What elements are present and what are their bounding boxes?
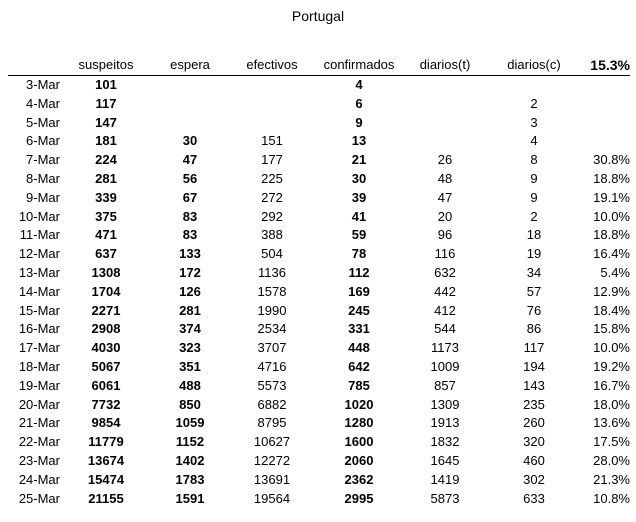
- table-row: [8, 320, 630, 339]
- cell-espera: 126: [179, 283, 201, 299]
- header-row: [8, 55, 630, 76]
- table-row: [8, 490, 630, 509]
- cell-date: 11-Mar: [19, 227, 60, 243]
- cell-espera: 1591: [175, 490, 205, 506]
- data-table: [8, 55, 630, 508]
- cell-diarios-c: 2: [530, 208, 538, 224]
- cell-diarios-t: 632: [434, 264, 456, 280]
- cell-suspeitos: 471: [95, 227, 117, 243]
- cell-confirmados: 78: [351, 246, 367, 262]
- cell-diarios-c: [488, 76, 580, 95]
- cell-date: 21-Mar: [18, 415, 60, 431]
- cell-espera: 47: [182, 152, 198, 168]
- cell-suspeitos: 2908: [91, 321, 121, 337]
- cell-diarios-c: 633: [523, 490, 545, 506]
- cell-confirmados: 30: [351, 170, 367, 186]
- cell-suspeitos: 13674: [87, 452, 125, 468]
- cell-pct: [580, 114, 630, 133]
- cell-diarios-c: 143: [523, 377, 545, 393]
- cell-confirmados: 331: [348, 321, 370, 337]
- table-row: [8, 132, 630, 151]
- cell-suspeitos: 5067: [91, 358, 121, 374]
- cell-date: 23-Mar: [18, 452, 60, 468]
- cell-espera: 488: [179, 377, 201, 393]
- cell-confirmados: 41: [351, 208, 367, 224]
- cell-confirmados: 169: [348, 283, 370, 299]
- cell-efectivos: 3707: [257, 340, 287, 356]
- cell-confirmados: 1600: [344, 434, 374, 450]
- cell-suspeitos: 224: [95, 152, 117, 168]
- cell-diarios-c: 76: [526, 302, 542, 318]
- table-row: [8, 95, 630, 114]
- cell-diarios-t: 47: [437, 189, 453, 205]
- cell-diarios-c: 9: [530, 189, 538, 205]
- cell-suspeitos: 637: [95, 246, 117, 262]
- table-row: [8, 471, 630, 490]
- cell-efectivos: 5573: [257, 377, 287, 393]
- cell-date: 17-Mar: [18, 340, 60, 356]
- cell-pct: 21.3%: [593, 471, 630, 487]
- cell-efectivos: 2534: [257, 321, 287, 337]
- cell-date: 7-Mar: [26, 152, 60, 168]
- cell-suspeitos: 7732: [91, 396, 121, 412]
- cell-diarios-c: 260: [523, 415, 545, 431]
- cell-date: 3-Mar: [26, 77, 60, 92]
- cell-espera: 172: [179, 264, 201, 280]
- cell-pct: 18.0%: [593, 396, 630, 412]
- cell-confirmados: 39: [351, 189, 367, 205]
- cell-date: 12-Mar: [18, 246, 60, 262]
- cell-confirmados: 785: [348, 377, 370, 393]
- cell-espera: 323: [179, 340, 201, 356]
- cell-date: 24-Mar: [18, 471, 60, 487]
- cell-efectivos: 19564: [253, 490, 291, 506]
- cell-efectivos: 1578: [257, 283, 287, 299]
- table-row: [8, 151, 630, 170]
- cell-efectivos: 292: [261, 208, 283, 224]
- cell-suspeitos: 4030: [91, 340, 121, 356]
- table-row: [8, 208, 630, 227]
- cell-diarios-c: 117: [523, 340, 545, 356]
- cell-diarios-c: 302: [523, 471, 545, 487]
- cell-espera: [152, 76, 228, 95]
- cell-pct: 19.2%: [593, 358, 630, 374]
- cell-suspeitos: 21155: [88, 490, 124, 506]
- cell-pct: 18.4%: [593, 302, 630, 318]
- cell-diarios-c: 86: [526, 321, 542, 337]
- cell-suspeitos: 117: [95, 95, 117, 111]
- cell-diarios-t: 857: [434, 377, 456, 393]
- cell-confirmados: 13: [351, 133, 367, 149]
- cell-date: 16-Mar: [18, 321, 60, 337]
- cell-efectivos: 6882: [257, 396, 287, 412]
- cell-suspeitos: 101: [95, 77, 117, 92]
- cell-pct: 19.1%: [593, 189, 630, 205]
- cell-date: 9-Mar: [26, 189, 60, 205]
- table-row: [8, 76, 630, 95]
- cell-confirmados: 1280: [344, 415, 374, 431]
- cell-suspeitos: 339: [95, 189, 117, 205]
- cell-espera: 133: [179, 246, 201, 262]
- header-espera: espera: [152, 55, 228, 76]
- cell-espera: 850: [179, 396, 201, 412]
- cell-pct: 15.8%: [593, 321, 630, 337]
- cell-diarios-c: 9: [530, 170, 538, 186]
- cell-suspeitos: 9854: [91, 415, 121, 431]
- cell-diarios-t: 412: [434, 302, 456, 318]
- header-diarios-c: diarios(c): [488, 55, 580, 76]
- cell-diarios-t: 1009: [430, 358, 460, 374]
- cell-pct: 17.5%: [593, 434, 630, 450]
- table-row: [8, 114, 630, 133]
- cell-efectivos: 1136: [258, 264, 286, 280]
- cell-confirmados: 59: [351, 227, 367, 243]
- cell-diarios-t: [402, 132, 488, 151]
- cell-diarios-t: 1309: [430, 396, 460, 412]
- header-confirmados: confirmados: [316, 55, 402, 76]
- cell-diarios-t: [402, 114, 488, 133]
- cell-pct: [580, 132, 630, 151]
- cell-date: 22-Mar: [18, 434, 60, 450]
- cell-confirmados: 448: [348, 340, 370, 356]
- cell-date: 18-Mar: [18, 358, 60, 374]
- cell-diarios-t: 116: [434, 246, 456, 262]
- cell-confirmados: 9: [355, 114, 363, 130]
- cell-date: 15-Mar: [18, 302, 60, 318]
- cell-pct: 18.8%: [593, 170, 630, 186]
- cell-espera: 83: [182, 208, 198, 224]
- table-row: [8, 452, 630, 471]
- cell-date: 19-Mar: [18, 377, 60, 393]
- cell-pct: [580, 76, 630, 95]
- cell-diarios-c: 2: [530, 95, 538, 111]
- cell-efectivos: [228, 95, 316, 114]
- cell-confirmados: 6: [355, 95, 363, 111]
- cell-diarios-c: 460: [523, 452, 545, 468]
- cell-diarios-t: 1645: [430, 452, 460, 468]
- cell-pct: 10.8%: [593, 490, 630, 506]
- cell-efectivos: 504: [261, 246, 283, 262]
- cell-diarios-c: 4: [530, 133, 538, 149]
- table-row: [8, 377, 630, 396]
- table-row: [8, 358, 630, 377]
- header-diarios-t: diarios(t): [402, 55, 488, 76]
- cell-diarios-t: 1419: [430, 471, 460, 487]
- cell-efectivos: [228, 114, 316, 133]
- cell-efectivos: 225: [261, 170, 283, 186]
- cell-pct: 28.0%: [593, 452, 630, 468]
- cell-efectivos: 1990: [257, 302, 287, 318]
- cell-espera: 1783: [175, 471, 205, 487]
- cell-date: 25-Mar: [18, 490, 60, 506]
- cell-confirmados: 21: [351, 152, 367, 168]
- cell-diarios-t: 26: [437, 152, 453, 168]
- cell-espera: 83: [182, 227, 198, 243]
- cell-confirmados: 2995: [344, 490, 374, 506]
- cell-pct: 13.6%: [593, 415, 630, 431]
- cell-date: 20-Mar: [18, 396, 60, 412]
- table-row: [8, 245, 630, 264]
- cell-efectivos: [228, 76, 316, 95]
- cell-diarios-c: 235: [523, 396, 545, 412]
- cell-efectivos: 13691: [253, 471, 291, 487]
- cell-espera: 1059: [175, 415, 205, 431]
- sheet-title: Portugal: [291, 8, 345, 24]
- cell-efectivos: 388: [261, 227, 283, 243]
- cell-efectivos: 10627: [253, 434, 291, 450]
- cell-confirmados: 642: [348, 358, 370, 374]
- cell-espera: 374: [179, 321, 201, 337]
- table-row: [8, 283, 630, 302]
- cell-confirmados: 1020: [344, 396, 374, 412]
- cell-efectivos: 177: [261, 152, 283, 168]
- cell-diarios-c: 8: [530, 152, 538, 168]
- cell-diarios-t: 5873: [430, 490, 460, 506]
- cell-espera: 30: [182, 133, 198, 149]
- header-suspeitos: suspeitos: [60, 55, 152, 76]
- cell-espera: 351: [179, 358, 201, 374]
- cell-suspeitos: 1704: [91, 283, 121, 299]
- cell-diarios-t: 1832: [430, 434, 460, 450]
- cell-date: 5-Mar: [26, 114, 60, 130]
- cell-suspeitos: 281: [95, 170, 117, 186]
- header-date: [8, 55, 60, 76]
- cell-diarios-t: 544: [434, 321, 456, 337]
- table-row: [8, 414, 630, 433]
- cell-espera: 1402: [175, 452, 205, 468]
- cell-pct: 16.4%: [593, 246, 630, 262]
- cell-diarios-t: 48: [437, 170, 453, 186]
- cell-diarios-c: 18: [526, 227, 542, 243]
- cell-date: 14-Mar: [18, 283, 60, 299]
- cell-pct: 12.9%: [593, 283, 630, 299]
- cell-pct: 18.8%: [593, 227, 630, 243]
- cell-pct: 16.7%: [593, 377, 630, 393]
- cell-efectivos: 4716: [257, 358, 287, 374]
- cell-espera: 56: [182, 170, 198, 186]
- cell-diarios-t: 20: [437, 208, 453, 224]
- cell-espera: 281: [179, 302, 201, 318]
- header-efectivos: efectivos: [228, 55, 316, 76]
- cell-efectivos: 12272: [253, 452, 291, 468]
- cell-espera: [152, 114, 228, 133]
- cell-suspeitos: 147: [95, 114, 117, 130]
- table-row: [8, 339, 630, 358]
- cell-suspeitos: 181: [95, 133, 117, 149]
- cell-diarios-t: 1913: [430, 415, 460, 431]
- cell-diarios-t: [402, 95, 488, 114]
- cell-confirmados: 245: [348, 302, 370, 318]
- cell-espera: 67: [182, 189, 198, 205]
- table-row: [8, 226, 630, 245]
- cell-efectivos: 8795: [257, 415, 287, 431]
- cell-confirmados: 2060: [344, 452, 374, 468]
- cell-confirmados: 4: [355, 77, 363, 92]
- cell-espera: 1152: [175, 434, 205, 450]
- table-row: [8, 302, 630, 321]
- cell-efectivos: 272: [261, 189, 283, 205]
- cell-confirmados: 2362: [344, 471, 374, 487]
- cell-diarios-t: 96: [437, 227, 453, 243]
- table-row: [8, 396, 630, 415]
- cell-suspeitos: 15474: [87, 471, 125, 487]
- cell-pct: 10.0%: [593, 208, 630, 224]
- table-row: [8, 189, 630, 208]
- cell-suspeitos: 11779: [88, 434, 124, 450]
- cell-diarios-c: 194: [523, 358, 545, 374]
- cell-diarios-t: [402, 76, 488, 95]
- cell-suspeitos: 1308: [91, 264, 121, 280]
- table-row: [8, 170, 630, 189]
- cell-date: 4-Mar: [26, 95, 60, 111]
- cell-diarios-c: 34: [526, 264, 542, 280]
- cell-suspeitos: 6061: [91, 377, 121, 393]
- cell-pct: 30.8%: [593, 152, 630, 168]
- table-row: [8, 264, 630, 283]
- cell-date: 13-Mar: [18, 264, 60, 280]
- cell-pct: 10.0%: [593, 340, 630, 356]
- header-pct: 15.3%: [580, 55, 630, 76]
- cell-diarios-t: 442: [434, 283, 456, 299]
- cell-efectivos: 151: [261, 133, 283, 149]
- cell-diarios-c: 19: [526, 246, 542, 262]
- cell-suspeitos: 375: [95, 208, 117, 224]
- cell-diarios-c: 320: [523, 434, 545, 450]
- cell-date: 10-Mar: [18, 208, 60, 224]
- cell-suspeitos: 2271: [91, 302, 121, 318]
- cell-pct: 5.4%: [600, 264, 630, 280]
- table-row: [8, 433, 630, 452]
- cell-date: 8-Mar: [26, 170, 60, 186]
- cell-diarios-t: 1173: [431, 340, 459, 356]
- cell-espera: [152, 95, 228, 114]
- cell-pct: [580, 95, 630, 114]
- cell-diarios-c: 57: [526, 283, 542, 299]
- cell-diarios-c: 3: [530, 114, 538, 130]
- cell-date: 6-Mar: [26, 133, 60, 149]
- cell-confirmados: 112: [348, 264, 370, 280]
